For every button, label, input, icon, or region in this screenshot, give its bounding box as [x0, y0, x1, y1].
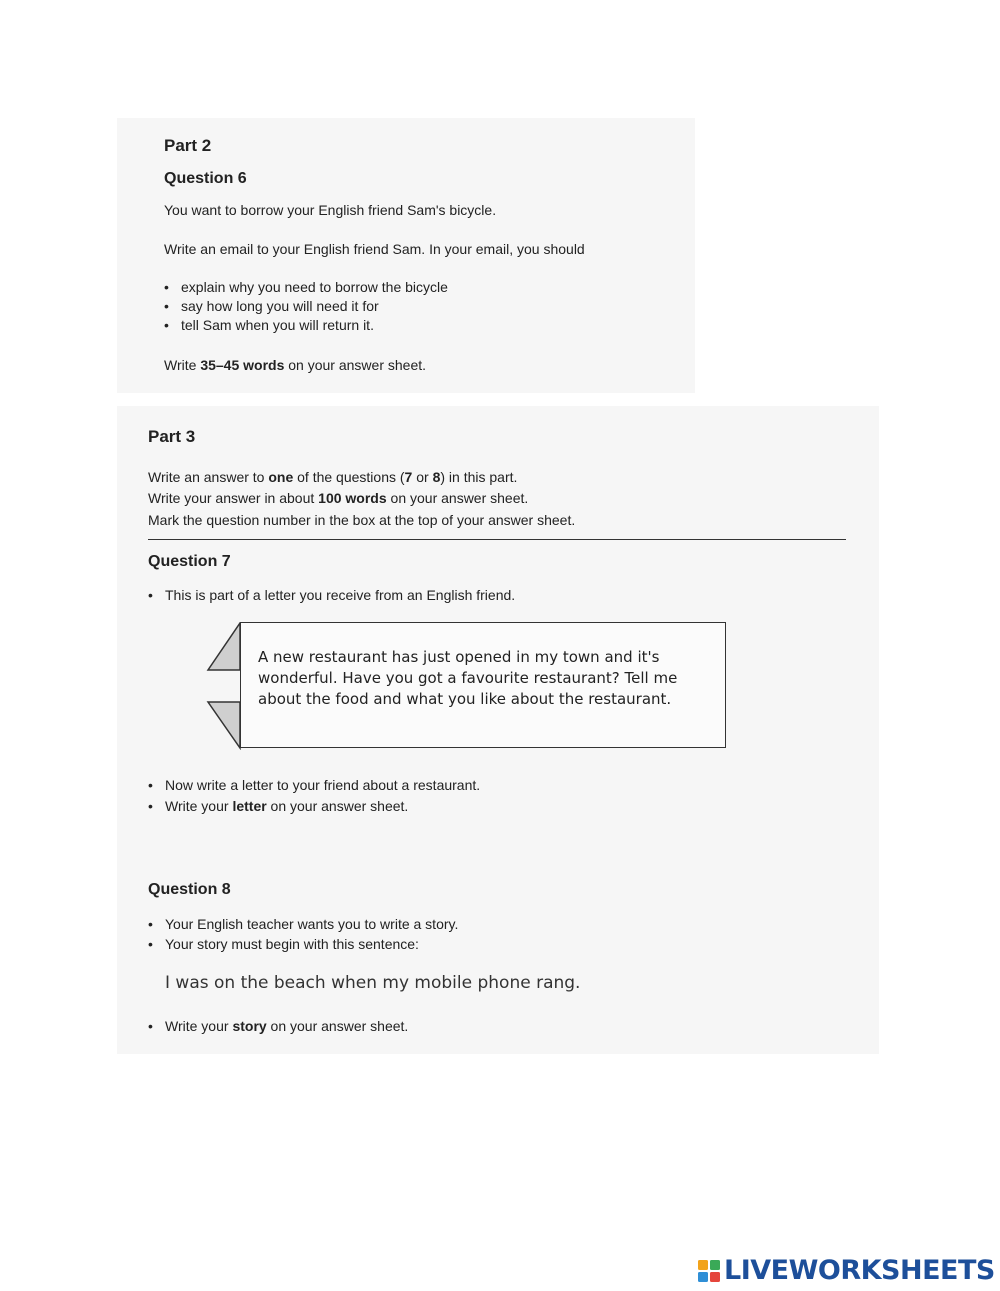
question6-bullet: • explain why you need to borrow the bicycle	[164, 279, 448, 295]
question8-bullet: • Write your story on your answer sheet.	[148, 1018, 409, 1034]
letter-tab-icon	[206, 622, 242, 750]
logo-blocks-icon	[697, 1259, 721, 1283]
question7-bullet: • Now write a letter to your friend about a restaurant.	[148, 777, 481, 793]
question6-intro: You want to borrow your English friend Sam's bicycle.	[164, 202, 497, 218]
part3-instruction-1: Write an answer to one of the questions (7 or 8) in this part.	[148, 469, 518, 485]
part3-title: Part 3	[148, 427, 196, 446]
question6-bullet: • tell Sam when you will return it.	[164, 317, 374, 333]
letter-excerpt: A new restaurant has just opened in my town and it's wonderful. Have you got a favourite restaurant? Tell me about the food and what you like about the restaurant.	[258, 648, 678, 708]
question8-bullet: • Your story must begin with this sentence:	[148, 936, 419, 952]
question6-title: Question 6	[164, 170, 247, 187]
logo-text: LIVEWORKSHEETS	[724, 1255, 995, 1286]
divider	[148, 539, 846, 540]
part2-title: Part 2	[164, 136, 212, 155]
liveworksheets-logo[interactable]	[697, 1255, 995, 1286]
question8-bullet: • Your English teacher wants you to write a story.	[148, 916, 459, 932]
question6-word-count: Write 35–45 words on your answer sheet.	[164, 357, 427, 373]
story-opening-sentence: I was on the beach when my mobile phone rang.	[165, 973, 581, 993]
question7-bullet: • Write your letter on your answer sheet.	[148, 798, 409, 814]
part3-instruction-2: Write your answer in about 100 words on your answer sheet.	[148, 490, 529, 506]
question8-title: Question 8	[148, 881, 231, 898]
question6-bullet: • say how long you will need it for	[164, 298, 379, 314]
question7-title: Question 7	[148, 553, 231, 570]
part3-instruction-3: Mark the question number in the box at the top of your answer sheet.	[148, 512, 576, 528]
question6-instruction: Write an email to your English friend Sam. In your email, you should	[164, 241, 585, 257]
question7-bullet: • This is part of a letter you receive from an English friend.	[148, 587, 516, 603]
